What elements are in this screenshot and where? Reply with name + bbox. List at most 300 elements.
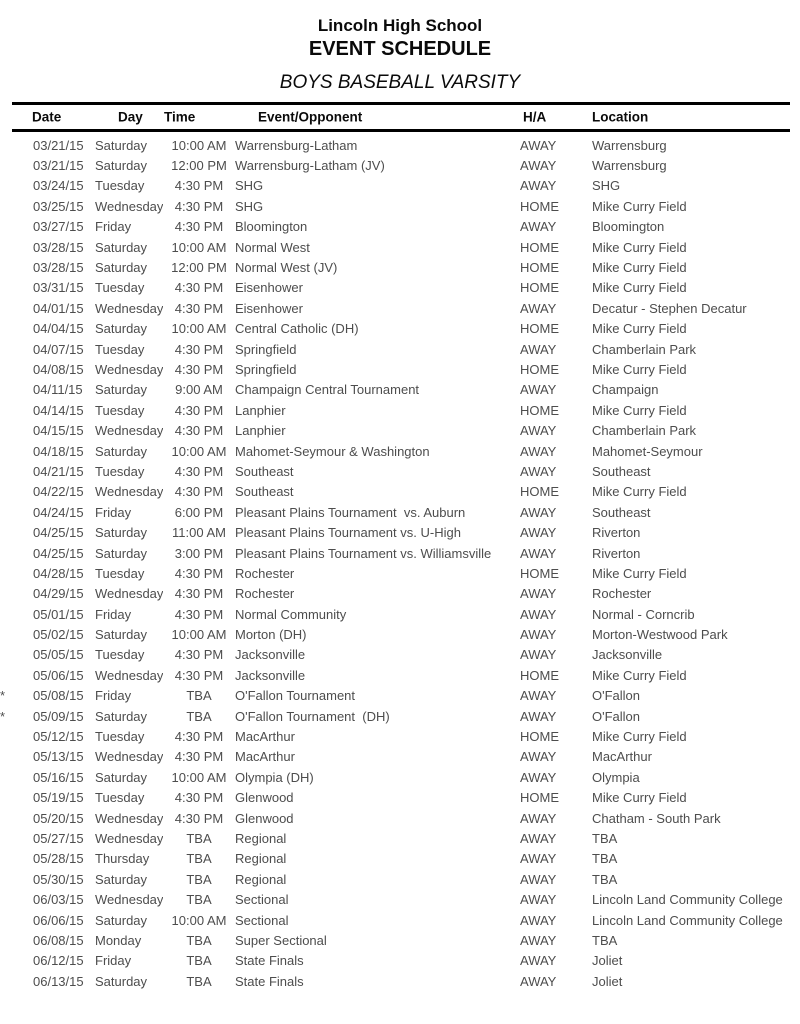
cell-star-flag xyxy=(0,339,33,359)
cell-date: 04/28/15 xyxy=(33,565,84,581)
cell-ha: HOME xyxy=(520,667,559,683)
cell-date: 04/18/15 xyxy=(33,443,84,459)
cell-date: 05/06/15 xyxy=(33,667,84,683)
cell-event: Eisenhower xyxy=(235,300,303,316)
cell-time: TBA xyxy=(186,892,212,908)
table-row xyxy=(0,278,800,298)
cell-event: Jacksonville xyxy=(235,667,306,683)
table-row xyxy=(0,788,800,808)
cell-date: 04/25/15 xyxy=(33,545,84,561)
cell-event: Warrensburg-Latham xyxy=(235,137,358,153)
cell-date: 05/19/15 xyxy=(33,790,84,806)
column-header-ha: H/A xyxy=(523,109,547,125)
cell-day: Saturday xyxy=(95,260,148,276)
cell-star-flag xyxy=(0,359,33,379)
cell-ha: AWAY xyxy=(520,586,557,602)
table-row xyxy=(0,237,800,257)
cell-star-flag xyxy=(0,400,33,420)
cell-time: TBA xyxy=(186,688,212,704)
cell-star-flag xyxy=(0,747,33,767)
cell-time: TBA xyxy=(186,830,212,846)
cell-star-flag xyxy=(0,604,33,624)
table-row xyxy=(0,889,800,909)
cell-star-flag xyxy=(0,584,33,604)
cell-ha: AWAY xyxy=(520,504,557,520)
cell-event: Pleasant Plains Tournament vs. Auburn xyxy=(235,504,466,520)
cell-ha: AWAY xyxy=(520,158,557,174)
table-row xyxy=(0,155,800,175)
table-row xyxy=(0,828,800,848)
cell-day: Wednesday xyxy=(95,667,163,683)
cell-event: Pleasant Plains Tournament vs. Williamsville xyxy=(235,545,492,561)
cell-time: 10:00 AM xyxy=(171,627,227,643)
table-row xyxy=(0,951,800,971)
cell-event: Morton (DH) xyxy=(235,627,307,643)
cell-time: 10:00 AM xyxy=(171,321,227,337)
cell-location: Riverton xyxy=(592,525,641,541)
cell-day: Saturday xyxy=(95,137,148,153)
table-row xyxy=(0,502,800,522)
cell-event: Regional xyxy=(235,871,287,887)
cell-time: 4:30 PM xyxy=(174,667,224,683)
cell-day: Friday xyxy=(95,504,132,520)
cell-day: Wednesday xyxy=(95,423,163,439)
table-row xyxy=(0,808,800,828)
cell-star-flag xyxy=(0,319,33,339)
cell-ha: AWAY xyxy=(520,443,557,459)
cell-day: Wednesday xyxy=(95,892,163,908)
table-row xyxy=(0,971,800,991)
table-row xyxy=(0,767,800,787)
cell-ha: AWAY xyxy=(520,973,557,989)
cell-event: SHG xyxy=(235,198,264,214)
cell-time: 10:00 AM xyxy=(171,769,227,785)
cell-ha: HOME xyxy=(520,729,559,745)
cell-date: 05/27/15 xyxy=(33,830,84,846)
cell-date: 04/08/15 xyxy=(33,361,84,377)
cell-time: 10:00 AM xyxy=(171,912,227,928)
cell-location: Mahomet-Seymour xyxy=(592,443,703,459)
cell-date: 06/06/15 xyxy=(33,912,84,928)
cell-star-flag xyxy=(0,910,33,930)
cell-date: 04/15/15 xyxy=(33,423,84,439)
cell-day: Friday xyxy=(95,219,132,235)
cell-ha: AWAY xyxy=(520,912,557,928)
cell-star-flag xyxy=(0,849,33,869)
cell-location: Mike Curry Field xyxy=(592,361,687,377)
cell-star-flag xyxy=(0,971,33,991)
cell-star-flag xyxy=(0,788,33,808)
school-name: Lincoln High School xyxy=(317,16,483,35)
cell-day: Saturday xyxy=(95,871,148,887)
cell-event: O'Fallon Tournament xyxy=(235,688,356,704)
table-row xyxy=(0,135,800,155)
cell-event: State Finals xyxy=(235,953,304,969)
cell-location: Mike Curry Field xyxy=(592,280,687,296)
cell-location: Southeast xyxy=(592,504,651,520)
cell-event: O'Fallon Tournament (DH) xyxy=(235,708,390,724)
page-title: EVENT SCHEDULE xyxy=(308,38,492,60)
cell-time: TBA xyxy=(186,708,212,724)
cell-date: 05/02/15 xyxy=(33,627,84,643)
cell-day: Tuesday xyxy=(95,341,145,357)
cell-star-flag xyxy=(0,951,33,971)
cell-date: 03/31/15 xyxy=(33,280,84,296)
table-row xyxy=(0,298,800,318)
cell-day: Wednesday xyxy=(95,586,163,602)
cell-star-flag xyxy=(0,563,33,583)
cell-location: Olympia xyxy=(592,769,640,785)
table-row xyxy=(0,706,800,726)
table-row xyxy=(0,380,800,400)
cell-ha: HOME xyxy=(520,402,559,418)
cell-location: Mike Curry Field xyxy=(592,239,687,255)
cell-time: 4:30 PM xyxy=(174,810,224,826)
cell-location: SHG xyxy=(592,178,621,194)
cell-star-flag xyxy=(0,665,33,685)
cell-location: TBA xyxy=(592,851,618,867)
cell-date: 04/11/15 xyxy=(33,382,83,398)
table-row xyxy=(0,257,800,277)
cell-time: 10:00 AM xyxy=(171,239,227,255)
cell-day: Wednesday xyxy=(95,300,163,316)
cell-event: Normal West xyxy=(235,239,310,255)
schedule-table-body xyxy=(0,135,800,991)
cell-star-flag xyxy=(0,441,33,461)
cell-star-flag xyxy=(0,420,33,440)
cell-ha: AWAY xyxy=(520,463,557,479)
cell-ha: AWAY xyxy=(520,708,557,724)
cell-ha: AWAY xyxy=(520,871,557,887)
cell-date: 03/27/15 xyxy=(33,219,84,235)
cell-time: 9:00 AM xyxy=(175,382,223,398)
cell-time: TBA xyxy=(186,851,212,867)
table-row xyxy=(0,420,800,440)
cell-date: 05/12/15 xyxy=(33,729,84,745)
cell-date: 05/30/15 xyxy=(33,871,84,887)
table-row xyxy=(0,930,800,950)
table-row xyxy=(0,400,800,420)
cell-date: 06/08/15 xyxy=(33,932,84,948)
cell-location: Decatur - Stephen Decatur xyxy=(592,300,747,316)
column-header-day: Day xyxy=(118,109,143,125)
table-row xyxy=(0,604,800,624)
cell-day: Wednesday xyxy=(95,361,163,377)
cell-date: 04/22/15 xyxy=(33,484,84,500)
cell-time: 12:00 PM xyxy=(171,158,227,174)
cell-date: 05/09/15 xyxy=(33,708,84,724)
cell-day: Saturday xyxy=(95,443,148,459)
cell-location: Joliet xyxy=(592,953,623,969)
cell-location: Rochester xyxy=(592,586,652,602)
cell-ha: HOME xyxy=(520,361,559,377)
cell-ha: AWAY xyxy=(520,932,557,948)
cell-time: 4:30 PM xyxy=(174,402,224,418)
cell-day: Tuesday xyxy=(95,565,145,581)
cell-event: Rochester xyxy=(235,586,295,602)
column-header-date: Date xyxy=(32,109,62,125)
cell-date: 06/13/15 xyxy=(33,973,84,989)
table-row xyxy=(0,645,800,665)
cell-location: Riverton xyxy=(592,545,641,561)
cell-event: Bloomington xyxy=(235,219,308,235)
cell-time: 4:30 PM xyxy=(174,484,224,500)
cell-ha: AWAY xyxy=(520,300,557,316)
cell-event: Sectional xyxy=(235,892,289,908)
cell-star-flag xyxy=(0,543,33,563)
cell-day: Friday xyxy=(95,688,132,704)
cell-event: Regional xyxy=(235,830,287,846)
cell-ha: AWAY xyxy=(520,545,557,561)
table-row xyxy=(0,910,800,930)
table-row xyxy=(0,441,800,461)
cell-event: SHG xyxy=(235,178,264,194)
cell-date: 03/24/15 xyxy=(33,178,84,194)
cell-event: MacArthur xyxy=(235,749,295,765)
cell-time: 4:30 PM xyxy=(174,463,224,479)
cell-location: Lincoln Land Community College xyxy=(592,892,783,908)
cell-location: Mike Curry Field xyxy=(592,729,687,745)
cell-event: Lanphier xyxy=(235,402,286,418)
cell-date: 04/14/15 xyxy=(33,402,84,418)
cell-date: 03/21/15 xyxy=(33,158,84,174)
cell-date: 05/20/15 xyxy=(33,810,84,826)
cell-ha: AWAY xyxy=(520,810,557,826)
cell-ha: HOME xyxy=(520,484,559,500)
table-row xyxy=(0,339,800,359)
cell-ha: AWAY xyxy=(520,137,557,153)
cell-event: Pleasant Plains Tournament vs. U-High xyxy=(235,525,461,541)
table-row xyxy=(0,543,800,563)
cell-star-flag xyxy=(0,930,33,950)
table-row xyxy=(0,359,800,379)
cell-star-flag: * xyxy=(0,708,6,724)
cell-event: Central Catholic (DH) xyxy=(235,321,359,337)
cell-event: Eisenhower xyxy=(235,280,303,296)
cell-event: Lanphier xyxy=(235,423,286,439)
cell-star-flag xyxy=(0,502,33,522)
cell-event: Champaign Central Tournament xyxy=(235,382,420,398)
cell-day: Saturday xyxy=(95,912,148,928)
cell-event: Normal Community xyxy=(235,606,347,622)
cell-day: Saturday xyxy=(95,708,148,724)
cell-time: 4:30 PM xyxy=(174,606,224,622)
cell-day: Tuesday xyxy=(95,463,145,479)
cell-location: TBA xyxy=(592,932,618,948)
cell-location: Mike Curry Field xyxy=(592,260,687,276)
cell-time: 4:30 PM xyxy=(174,341,224,357)
cell-time: 10:00 AM xyxy=(171,443,227,459)
table-row xyxy=(0,217,800,237)
cell-date: 05/28/15 xyxy=(33,851,84,867)
table-row xyxy=(0,563,800,583)
cell-event: Warrensburg-Latham (JV) xyxy=(235,158,385,174)
cell-star-flag xyxy=(0,828,33,848)
cell-event: Rochester xyxy=(235,565,295,581)
cell-location: Jacksonville xyxy=(592,647,663,663)
cell-star-flag xyxy=(0,482,33,502)
cell-location: Warrensburg xyxy=(592,158,667,174)
cell-ha: AWAY xyxy=(520,606,557,622)
cell-location: Mike Curry Field xyxy=(592,667,687,683)
cell-star-flag xyxy=(0,298,33,318)
cell-time: 4:30 PM xyxy=(174,790,224,806)
table-row xyxy=(0,319,800,339)
column-header-event: Event/Opponent xyxy=(258,109,363,125)
cell-day: Saturday xyxy=(95,545,148,561)
cell-time: 4:30 PM xyxy=(174,300,224,316)
cell-time: 3:00 PM xyxy=(174,545,224,561)
cell-ha: HOME xyxy=(520,280,559,296)
column-header-location: Location xyxy=(592,109,649,125)
cell-day: Tuesday xyxy=(95,729,145,745)
cell-event: Sectional xyxy=(235,912,289,928)
cell-event: Glenwood xyxy=(235,810,294,826)
cell-date: 04/24/15 xyxy=(33,504,84,520)
cell-time: 6:00 PM xyxy=(174,504,224,520)
cell-event: Super Sectional xyxy=(235,932,327,948)
cell-location: MacArthur xyxy=(592,749,652,765)
table-row xyxy=(0,584,800,604)
cell-date: 03/21/15 xyxy=(33,137,84,153)
cell-day: Saturday xyxy=(95,627,148,643)
cell-day: Wednesday xyxy=(95,830,163,846)
table-row xyxy=(0,522,800,542)
cell-location: Lincoln Land Community College xyxy=(592,912,783,928)
cell-day: Saturday xyxy=(95,382,148,398)
cell-ha: AWAY xyxy=(520,688,557,704)
table-row xyxy=(0,747,800,767)
table-row xyxy=(0,665,800,685)
cell-star-flag xyxy=(0,461,33,481)
cell-star-flag xyxy=(0,726,33,746)
cell-star-flag xyxy=(0,135,33,155)
table-header-band xyxy=(12,102,790,132)
cell-location: Champaign xyxy=(592,382,659,398)
cell-time: 4:30 PM xyxy=(174,280,224,296)
cell-time: 4:30 PM xyxy=(174,423,224,439)
cell-day: Monday xyxy=(95,932,142,948)
cell-star-flag xyxy=(0,808,33,828)
cell-location: O'Fallon xyxy=(592,708,641,724)
cell-event: Southeast xyxy=(235,463,294,479)
cell-day: Friday xyxy=(95,953,132,969)
table-row xyxy=(0,726,800,746)
cell-date: 03/25/15 xyxy=(33,198,84,214)
cell-location: TBA xyxy=(592,871,618,887)
cell-date: 05/08/15 xyxy=(33,688,84,704)
cell-day: Wednesday xyxy=(95,749,163,765)
cell-time: 4:30 PM xyxy=(174,178,224,194)
cell-event: Glenwood xyxy=(235,790,294,806)
cell-date: 04/07/15 xyxy=(33,341,84,357)
cell-location: Warrensburg xyxy=(592,137,667,153)
cell-star-flag xyxy=(0,767,33,787)
cell-date: 04/29/15 xyxy=(33,586,84,602)
team-subtitle: BOYS BASEBALL VARSITY xyxy=(279,72,521,93)
cell-date: 04/25/15 xyxy=(33,525,84,541)
cell-event: Southeast xyxy=(235,484,294,500)
table-row xyxy=(0,461,800,481)
cell-location: Normal - Corncrib xyxy=(592,606,695,622)
cell-date: 06/12/15 xyxy=(33,953,84,969)
cell-location: Chamberlain Park xyxy=(592,341,697,357)
cell-date: 05/05/15 xyxy=(33,647,84,663)
cell-ha: AWAY xyxy=(520,647,557,663)
cell-star-flag xyxy=(0,889,33,909)
table-row xyxy=(0,176,800,196)
cell-location: Bloomington xyxy=(592,219,665,235)
cell-location: Mike Curry Field xyxy=(592,321,687,337)
cell-day: Saturday xyxy=(95,239,148,255)
cell-date: 04/01/15 xyxy=(33,300,84,316)
cell-day: Saturday xyxy=(95,525,148,541)
table-row xyxy=(0,624,800,644)
cell-time: 4:30 PM xyxy=(174,749,224,765)
cell-event: Olympia (DH) xyxy=(235,769,314,785)
cell-star-flag xyxy=(0,237,33,257)
cell-date: 06/03/15 xyxy=(33,892,84,908)
cell-time: 4:30 PM xyxy=(174,729,224,745)
cell-day: Tuesday xyxy=(95,647,145,663)
cell-ha: HOME xyxy=(520,565,559,581)
cell-star-flag xyxy=(0,624,33,644)
cell-ha: AWAY xyxy=(520,341,557,357)
cell-ha: AWAY xyxy=(520,382,557,398)
cell-event: Springfield xyxy=(235,361,297,377)
column-header-time: Time xyxy=(164,109,196,125)
cell-day: Wednesday xyxy=(95,810,163,826)
cell-ha: AWAY xyxy=(520,769,557,785)
cell-ha: HOME xyxy=(520,790,559,806)
cell-star-flag: * xyxy=(0,688,6,704)
cell-ha: HOME xyxy=(520,260,559,276)
cell-date: 05/16/15 xyxy=(33,769,84,785)
cell-event: Mahomet-Seymour & Washington xyxy=(235,443,430,459)
cell-time: TBA xyxy=(186,973,212,989)
cell-ha: AWAY xyxy=(520,525,557,541)
cell-ha: AWAY xyxy=(520,627,557,643)
cell-date: 05/01/15 xyxy=(33,606,84,622)
cell-location: Southeast xyxy=(592,463,651,479)
schedule-table xyxy=(0,135,800,991)
cell-location: Morton-Westwood Park xyxy=(592,627,728,643)
table-row xyxy=(0,869,800,889)
cell-day: Tuesday xyxy=(95,790,145,806)
table-row xyxy=(0,482,800,502)
cell-time: 12:00 PM xyxy=(171,260,227,276)
cell-ha: HOME xyxy=(520,198,559,214)
cell-time: TBA xyxy=(186,932,212,948)
cell-star-flag xyxy=(0,278,33,298)
cell-time: 4:30 PM xyxy=(174,586,224,602)
cell-location: TBA xyxy=(592,830,618,846)
cell-ha: AWAY xyxy=(520,219,557,235)
cell-day: Saturday xyxy=(95,769,148,785)
cell-date: 05/13/15 xyxy=(33,749,84,765)
cell-day: Friday xyxy=(95,606,132,622)
cell-time: TBA xyxy=(186,953,212,969)
cell-event: MacArthur xyxy=(235,729,295,745)
cell-day: Saturday xyxy=(95,321,148,337)
cell-day: Saturday xyxy=(95,973,148,989)
cell-ha: HOME xyxy=(520,321,559,337)
cell-time: 4:30 PM xyxy=(174,565,224,581)
cell-location: Joliet xyxy=(592,973,623,989)
cell-date: 03/28/15 xyxy=(33,260,84,276)
cell-star-flag xyxy=(0,257,33,277)
cell-star-flag xyxy=(0,196,33,216)
